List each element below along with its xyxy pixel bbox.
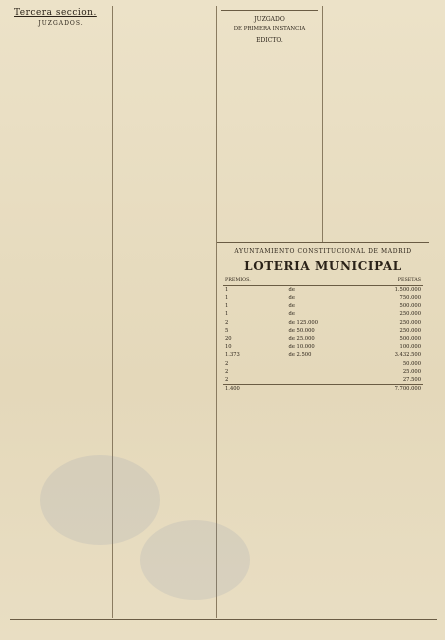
prize-count: 2	[225, 377, 229, 384]
total-count: 1.400	[223, 385, 287, 394]
prize-row	[223, 360, 423, 368]
prize-amount: 27.500	[402, 377, 421, 384]
prize-count: 20	[225, 336, 232, 343]
prize-desc	[287, 376, 359, 385]
header-desc	[287, 277, 359, 286]
prize-row	[223, 335, 423, 343]
court-heading: JUZGADO	[254, 16, 285, 23]
prize-row	[223, 343, 423, 351]
prize-desc: de	[288, 303, 295, 310]
prize-count: 2	[225, 319, 229, 326]
ayuntamiento-heading: AYUNTAMIENTO CONSTITUCIONAL DE MADRID	[234, 248, 412, 255]
prize-row	[223, 368, 423, 376]
column-3	[217, 6, 323, 242]
prize-amount: 250.000	[399, 311, 421, 318]
divider	[221, 10, 318, 11]
prize-desc: de 50.000	[288, 327, 315, 334]
prize-row	[223, 376, 423, 385]
total-amount: 7.700.000	[358, 385, 423, 394]
prize-amount: 25.000	[402, 368, 421, 375]
prize-desc	[287, 360, 359, 368]
right-block	[217, 6, 429, 618]
prize-amount: 750.000	[399, 295, 421, 301]
prize-table-header	[223, 277, 423, 286]
prize-amount: 50.000	[402, 360, 421, 367]
prize-count: 2	[225, 368, 229, 375]
prize-count: 2	[225, 360, 229, 367]
prize-count: 1	[225, 303, 229, 310]
total-desc	[287, 385, 359, 394]
prize-desc: de	[288, 295, 295, 301]
column-1	[10, 6, 113, 618]
prize-total-row	[223, 385, 423, 394]
prize-amount: 3.432.500	[394, 352, 421, 359]
prize-amount: 250.000	[399, 319, 421, 326]
prize-desc: de 10.000	[288, 344, 315, 351]
prize-amount: 1.500.000	[394, 286, 421, 293]
column-4	[323, 6, 429, 242]
columns	[10, 6, 437, 618]
prize-desc: de	[288, 286, 295, 293]
court-subheading: DE PRIMERA INSTANCIA	[233, 25, 306, 32]
header-count: PREMIOS.	[223, 277, 287, 286]
prize-count: 5	[225, 327, 229, 334]
prize-count: 1	[225, 311, 229, 318]
prize-desc: de 25.000	[288, 336, 315, 343]
lottery-title: LOTERIA MUNICIPAL	[244, 258, 402, 273]
court-heading: JUZGADOS.	[38, 20, 84, 27]
prize-desc: de 2.500	[288, 352, 312, 359]
prize-count: 1	[225, 295, 229, 301]
prize-count: 1	[225, 286, 229, 293]
prize-desc: de 125.000	[288, 319, 318, 326]
prize-row	[223, 294, 423, 302]
prize-count: 10	[225, 344, 232, 351]
prize-row	[223, 302, 423, 310]
prize-row	[223, 310, 423, 318]
prize-table-body	[223, 285, 423, 384]
prize-desc	[287, 368, 359, 376]
column-2	[113, 6, 217, 618]
edict-title: EDICTO.	[256, 37, 283, 45]
prize-row	[223, 319, 423, 327]
header-amount: PESETAS	[358, 277, 423, 286]
prize-row	[223, 285, 423, 294]
printer-imprint	[10, 619, 437, 636]
prize-row	[223, 351, 423, 359]
prize-amount: 100.000	[399, 344, 421, 351]
prize-amount: 500.000	[399, 303, 421, 310]
prize-count: 1.373	[225, 352, 240, 359]
lottery-notice	[217, 243, 429, 399]
prize-table	[223, 277, 423, 394]
section-title: Tercera seccion.	[14, 8, 97, 18]
right-top-columns	[217, 6, 429, 243]
prize-amount: 500.000	[399, 336, 421, 343]
prize-amount: 250.000	[399, 327, 421, 334]
prize-desc: de	[288, 311, 295, 318]
prize-row	[223, 327, 423, 335]
